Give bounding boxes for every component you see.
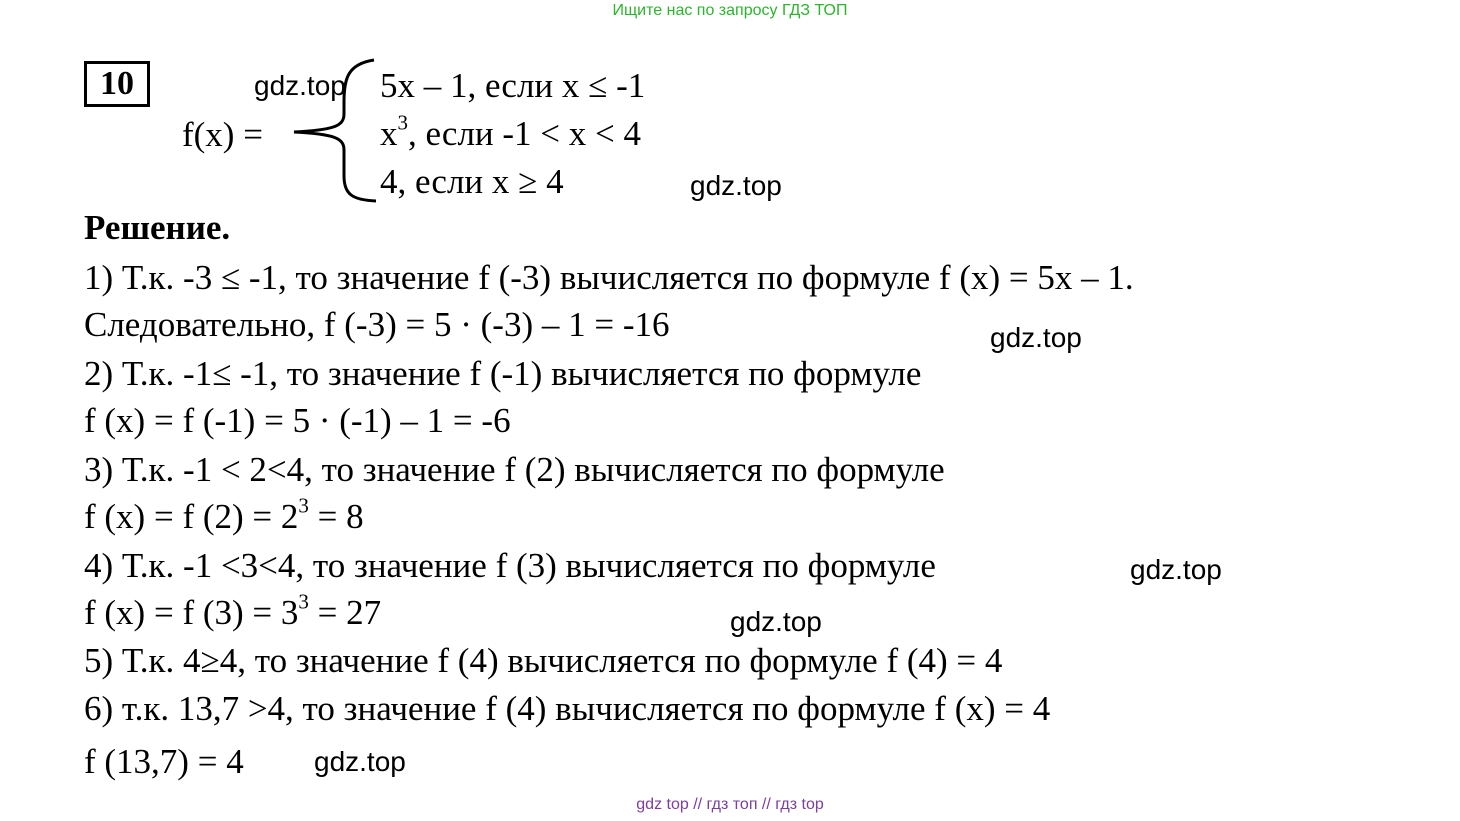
line-8-result: = 27 [308,593,382,632]
watermark: gdz.top [254,70,346,101]
top-banner: Ищите нас по запросу ГДЗ ТОП [612,2,848,19]
watermark: gdz.top [1130,554,1222,585]
case-3: 4, если x ≥ 4 [380,162,564,201]
solution-line-2: Следовательно, f (-3) = 5 · (-3) – 1 = -16 [84,305,670,344]
function-lhs: f(x) = [182,115,263,154]
solution-line-8 [84,589,382,633]
watermark: gdz.top [730,606,822,637]
case-2-condition: , если -1 < x < 4 [408,114,642,153]
line-8-exponent: 3 [298,589,309,614]
line-6-text: f (x) = f (2) = 2 [84,497,299,536]
case-2 [380,110,642,154]
solution-line-3: 2) Т.к. -1≤ -1, то значение f (-1) вычисляется по формуле [84,354,922,393]
line-6-result: = 8 [308,497,364,536]
footer-links: gdz top // гдз топ // гдз top [636,796,824,813]
solution-line-11: f (13,7) = 4 [84,742,244,781]
solution-line-5: 3) Т.к. -1 < 2<4, то значение f (2) вычисляется по формуле [84,450,945,489]
solution-line-9: 5) Т.к. 4≥4, то значение f (4) вычисляется по формуле f (4) = 4 [84,641,1003,680]
solution-line-6 [84,493,364,537]
case-2-base: x [380,114,398,153]
watermark: gdz.top [314,746,406,777]
solution-line-4: f (x) = f (-1) = 5 · (-1) – 1 = -6 [84,401,511,440]
task-number: 10 [84,61,150,107]
solution-line-7: 4) Т.к. -1 <3<4, то значение f (3) вычисляется по формуле [84,546,936,585]
case-1: 5x – 1, если x ≤ -1 [380,66,646,105]
watermark: gdz.top [690,170,782,201]
solution-line-10: 6) т.к. 13,7 >4, то значение f (4) вычисляется по формуле f (x) = 4 [84,689,1051,728]
solution-title: Решение. [84,208,231,247]
solution-line-1: 1) Т.к. -3 ≤ -1, то значение f (-3) вычисляется по формуле f (x) = 5x – 1. [84,258,1134,297]
case-2-exponent: 3 [397,110,408,135]
line-6-exponent: 3 [298,493,309,518]
watermark: gdz.top [990,322,1082,353]
line-8-text: f (x) = f (3) = 3 [84,593,299,632]
